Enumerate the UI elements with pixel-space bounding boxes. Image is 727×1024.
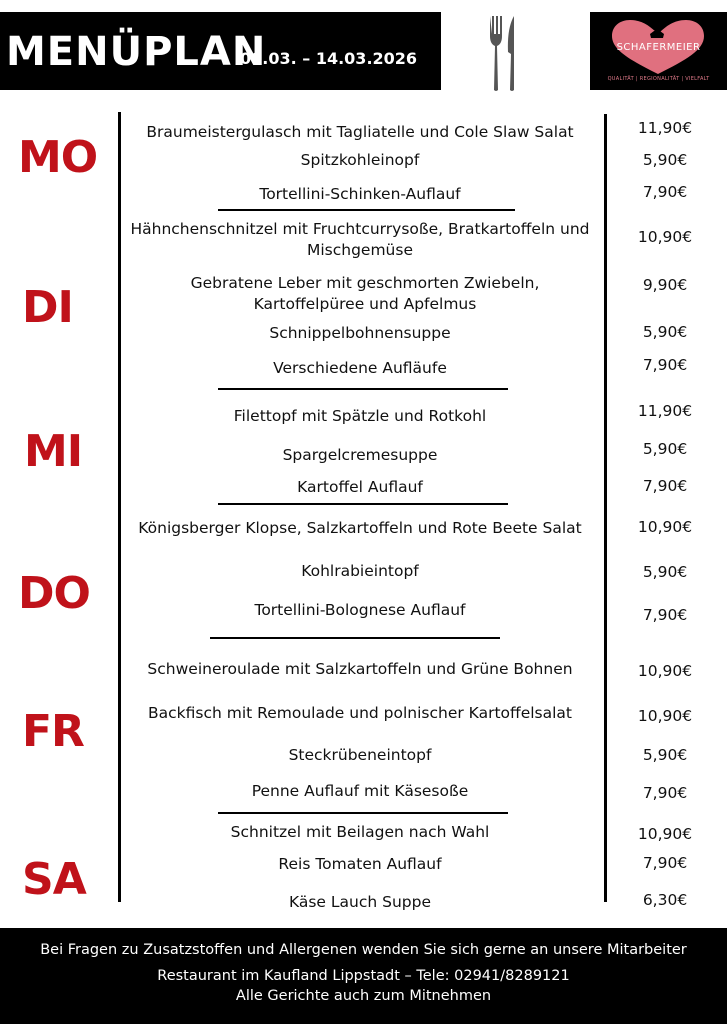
menu-item-price: 7,90€ [642, 356, 688, 374]
menu-item-name: Penne Auflauf mit Käsesoße [251, 782, 469, 800]
footer-allergen-note: Bei Fragen zu Zusatzstoffen und Allergenen wenden Sie sich gerne an unsere Mitarbeiter [40, 942, 687, 958]
menu-item-name: Schnippelbohnensuppe [269, 324, 451, 342]
menu-item-name: Gebratene Leber mit geschmorten Zwiebeln, Kartoffelpüree und Apfelmus [190, 274, 540, 313]
menu-item-name: Spargelcremesuppe [282, 446, 438, 464]
day-separator [218, 388, 508, 390]
menu-item-name: Verschiedene Aufläufe [273, 359, 447, 377]
menu-item-price: 10,90€ [637, 825, 693, 843]
menu-item-name: Braumeistergulasch mit Tagliatelle und Cole Slaw Salat [146, 123, 574, 141]
logo [590, 12, 727, 90]
menu-item-price: 11,90€ [637, 119, 693, 137]
logo-tagline: QUALITÄT | REGIONALITÄT | VIELFALT [607, 76, 710, 82]
day-label-sa: SA [22, 854, 86, 905]
cutlery-icon [487, 14, 521, 92]
day-label-di: DI [22, 282, 73, 333]
menu-item-name: Steckrübeneintopf [288, 746, 432, 764]
menu-item-price: 5,90€ [642, 746, 688, 764]
menu-item-name: Schweineroulade mit Salzkartoffeln und Grüne Bohnen [147, 660, 573, 678]
menu-item-price: 10,90€ [637, 662, 693, 680]
menu-item-price: 5,90€ [642, 563, 688, 581]
menu-item-name: Backfisch mit Remoulade und polnischer Kartoffelsalat [147, 704, 572, 722]
menu-item-name: Schnitzel mit Beilagen nach Wahl [230, 823, 490, 841]
header-bar [0, 12, 441, 90]
menu-item-name: Tortellini-Bolognese Auflauf [254, 601, 466, 619]
menu-item-price: 10,90€ [637, 228, 693, 246]
menu-item-price: 5,90€ [642, 151, 688, 169]
day-label-fr: FR [22, 706, 84, 757]
day-label-do: DO [18, 568, 90, 619]
menu-item-name: Kartoffel Auflauf [297, 478, 423, 496]
menu-item-name: Tortellini-Schinken-Auflauf [259, 185, 461, 203]
menu-item-price: 10,90€ [637, 707, 693, 725]
menu-item-price: 7,90€ [642, 854, 688, 872]
menu-item-name: Spitzkohleinopf [300, 151, 420, 169]
menu-item-price: 10,90€ [637, 518, 693, 536]
logo-name: SCHAFERMEIER [616, 42, 701, 53]
menu-item-price: 7,90€ [642, 606, 688, 624]
footer-contact: Restaurant im Kaufland Lippstadt – Tele: 02941/8289121 [157, 968, 570, 984]
menu-item-name: Filettopf mit Spätzle und Rotkohl [233, 407, 487, 425]
menu-item-price: 9,90€ [642, 276, 688, 294]
day-label-mo: MO [18, 132, 98, 183]
menu-item-price: 11,90€ [637, 402, 693, 420]
menu-item-name: Kohlrabieintopf [301, 562, 419, 580]
menu-item-price: 7,90€ [642, 183, 688, 201]
menu-item-price: 6,30€ [642, 891, 688, 909]
day-separator [218, 209, 515, 211]
menu-item-name: Königsberger Klopse, Salzkartoffeln und Rote Beete Salat [138, 519, 582, 537]
day-separator [218, 812, 508, 814]
day-separator [210, 637, 500, 639]
day-separator [218, 503, 508, 505]
day-label-mi: MI [24, 426, 83, 477]
menu-item-name: Käse Lauch Suppe [288, 893, 432, 911]
footer [0, 928, 727, 1024]
menu-item-price: 5,90€ [642, 440, 688, 458]
menu-item-price: 7,90€ [642, 477, 688, 495]
footer-takeaway-note: Alle Gerichte auch zum Mitnehmen [235, 988, 492, 1004]
menu-item-price: 7,90€ [642, 784, 688, 802]
menu-item-name: Reis Tomaten Auflauf [278, 855, 442, 873]
date-range: 09.03. – 14.03.2026 [240, 49, 418, 68]
menu-item-name: Hähnchenschnitzel mit Fruchtcurrysoße, Bratkartoffeln und Mischgemüse [130, 220, 590, 259]
right-column-rule [604, 114, 607, 902]
page-title: MENÜPLAN [6, 29, 267, 75]
menu-item-price: 5,90€ [642, 323, 688, 341]
